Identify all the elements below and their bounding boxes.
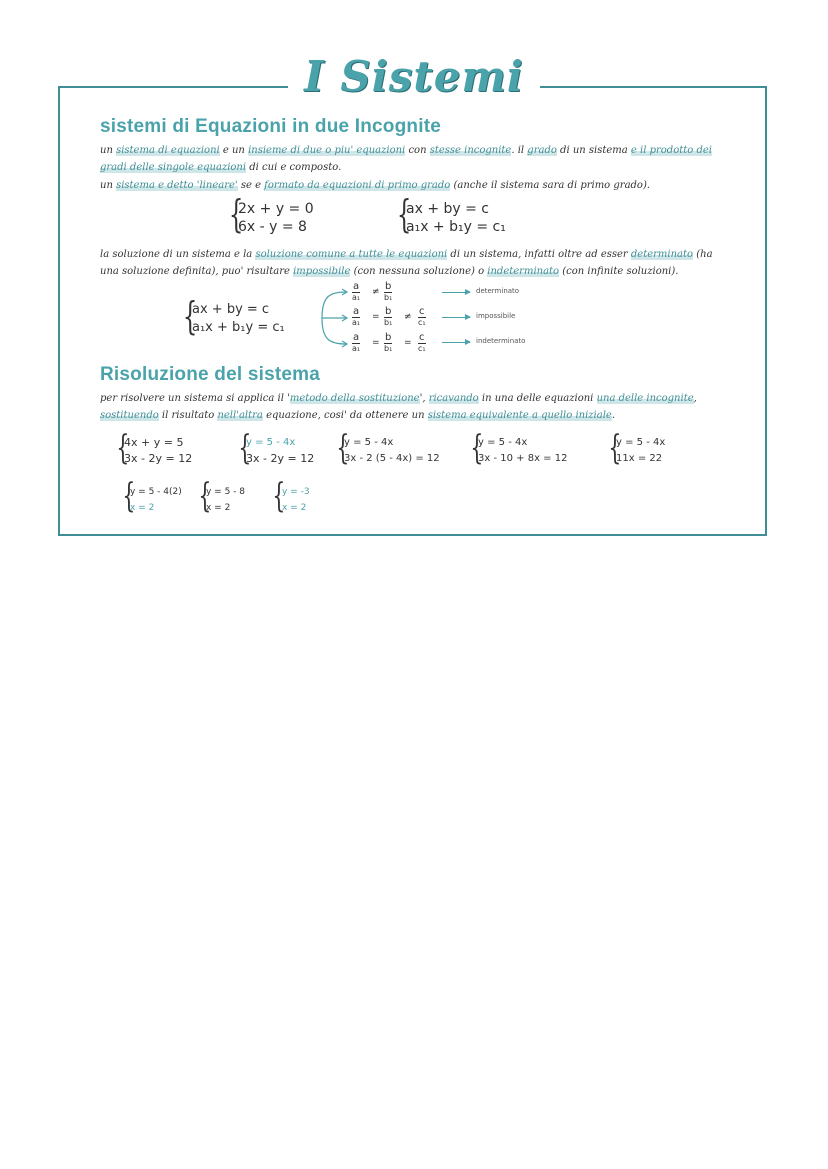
step-eq-1: y = 5 - 8: [206, 487, 246, 497]
case-frac-b: b b₁: [384, 306, 393, 327]
step-brace: {: [122, 476, 136, 516]
section1-heading: sistemi di Equazioni in due Incognite: [100, 116, 441, 137]
case-label: determinato: [476, 287, 520, 295]
step-brace: {: [272, 476, 286, 516]
highlighted-phrase: stesse incognite: [429, 145, 512, 156]
case-op1: ≠: [372, 287, 380, 297]
text-run: .: [611, 410, 616, 421]
example-system: [238, 200, 314, 236]
example-eq-2: 6x - y = 8: [238, 219, 307, 235]
step-eq-1: 4x + y = 5: [124, 436, 184, 449]
highlighted-phrase: insieme di due o piu' equazioni: [248, 145, 406, 156]
case-op1: =: [372, 338, 380, 348]
general-eq-2: a₁x + b₁y = c₁: [406, 219, 506, 235]
step-eq-2: x = 2: [282, 503, 307, 513]
text-run: di un sistema, infatti oltre ad esser: [447, 249, 631, 260]
step-brace: {: [198, 476, 212, 516]
step-eq-2: 3x - 2y = 12: [246, 452, 315, 465]
step-eq-2: 3x - 10 + 8x = 12: [478, 453, 568, 464]
text-run: per risolvere un sistema si applica il ': [100, 393, 290, 404]
example-eq-1: 2x + y = 0: [238, 201, 314, 217]
highlighted-phrase: e il prodotto dei gradi delle singole equazioni: [100, 145, 712, 173]
step-eq-1: y = 5 - 4x: [344, 437, 394, 448]
highlighted-phrase: ricavando: [428, 393, 479, 404]
case-arrow: [442, 317, 470, 318]
step-brace: {: [336, 428, 350, 468]
highlighted-phrase: metodo della sostituzione: [289, 393, 420, 404]
step-eq-2: x = 2: [206, 503, 231, 513]
step-eq-2: 11x = 22: [616, 453, 663, 464]
highlighted-phrase: sistema equivalente a quello iniziale: [427, 410, 612, 421]
highlighted-phrase: sistema di equazioni: [116, 145, 220, 156]
classification-arrows: [316, 286, 352, 350]
text-run: se e: [237, 180, 265, 191]
section1-para3: [100, 246, 730, 280]
section1-para2: [100, 177, 730, 194]
case-label: indeterminato: [476, 337, 526, 345]
classification-brace: {: [182, 294, 198, 338]
case-frac-b: b b₁: [384, 332, 393, 353]
case-frac-c: c c₁: [418, 332, 426, 353]
case-label: impossibile: [476, 312, 516, 320]
step-eq-1: y = 5 - 4x: [246, 437, 296, 448]
classification-eq-1: ax + by = c: [192, 302, 270, 317]
section1-para1: [100, 142, 730, 176]
step-brace: {: [238, 428, 252, 468]
text-run: . il: [511, 145, 528, 156]
text-run: di un sistema: [556, 145, 631, 156]
text-run: ',: [419, 393, 429, 404]
section2-heading: Risoluzione del sistema: [100, 364, 320, 385]
text-run: (con infinite soluzioni).: [559, 266, 679, 277]
case-frac-a: a a₁: [352, 306, 361, 327]
general-eq-1: ax + by = c: [406, 201, 489, 217]
text-run: la soluzione di un sistema e la: [100, 249, 256, 260]
case-frac-a: a a₁: [352, 332, 361, 353]
highlighted-phrase: impossibile: [293, 266, 351, 277]
case-frac-a: a a₁: [352, 281, 361, 302]
text-run: (ha una soluzione definita), puo' risultare: [100, 249, 713, 277]
highlighted-phrase: una delle incognite: [596, 393, 694, 404]
case-op2: ≠: [404, 312, 412, 322]
highlighted-phrase: determinato: [630, 249, 694, 260]
case-arrow: [442, 292, 470, 293]
classification-system: [192, 301, 285, 337]
case-frac-b: b b₁: [384, 281, 393, 302]
highlighted-phrase: nell'altra: [217, 410, 263, 421]
text-run: (anche il sistema sara di primo grado).: [450, 180, 651, 191]
step-brace: {: [470, 428, 484, 468]
highlighted-phrase: formato da equazioni di primo grado: [264, 180, 451, 191]
highlighted-phrase: sostituendo: [100, 410, 159, 421]
case-op2: =: [404, 338, 412, 348]
text-run: di cui e composto.: [246, 162, 342, 173]
text-run: con: [405, 145, 430, 156]
page-title: I Sistemi: [0, 52, 828, 104]
text-run: (con nessuna soluzione) o: [350, 266, 488, 277]
text-run: ,: [693, 393, 697, 404]
step-brace: {: [608, 428, 622, 468]
step-eq-1: y = 5 - 4x: [478, 437, 528, 448]
step-eq-2: 3x - 2y = 12: [124, 452, 193, 465]
case-arrow: [442, 342, 470, 343]
text-run: e un: [219, 145, 249, 156]
step-eq-2: x = 2: [130, 503, 155, 513]
general-brace: {: [396, 192, 412, 236]
highlighted-phrase: grado: [527, 145, 557, 156]
highlighted-phrase: sistema e detto 'lineare': [116, 180, 238, 191]
text-run: equazione, cosi' da ottenere un: [262, 410, 428, 421]
case-op1: =: [372, 312, 380, 322]
step-eq-1: y = 5 - 4(2): [130, 487, 182, 497]
highlighted-phrase: soluzione comune a tutte le equazioni: [255, 249, 448, 260]
text-run: un: [100, 145, 117, 156]
example-brace: {: [228, 192, 244, 236]
section2-para1: [100, 390, 730, 424]
step-eq-2: 3x - 2 (5 - 4x) = 12: [344, 453, 440, 464]
text-run: il risultato: [158, 410, 218, 421]
highlighted-phrase: indeterminato: [487, 266, 560, 277]
general-system: [406, 200, 506, 236]
text-run: un: [100, 180, 117, 191]
step-eq-1: y = -3: [282, 487, 310, 497]
case-frac-c: c c₁: [418, 306, 426, 327]
step-brace: {: [116, 428, 130, 468]
classification-eq-2: a₁x + b₁y = c₁: [192, 320, 285, 335]
step-eq-1: y = 5 - 4x: [616, 437, 666, 448]
text-run: in una delle equazioni: [478, 393, 597, 404]
